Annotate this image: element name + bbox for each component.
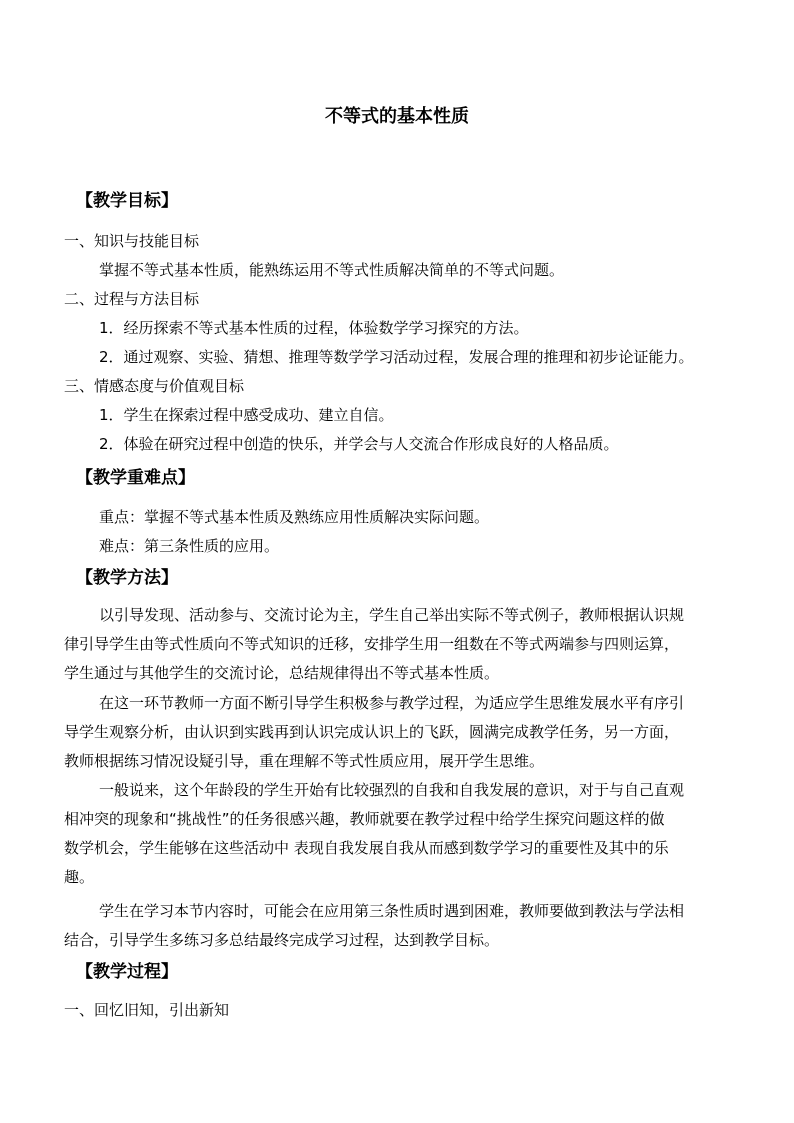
document-title: 不等式的基本性质 bbox=[325, 106, 469, 127]
section-heading-key-points: 【教学重难点】 bbox=[76, 468, 195, 488]
process-item-1: 一、回忆旧知，引出新知 bbox=[64, 1001, 230, 1019]
section-heading-process: 【教学过程】 bbox=[76, 962, 178, 982]
section-heading-objectives: 【教学目标】 bbox=[76, 191, 178, 211]
objective-1-title: 一、知识与技能目标 bbox=[64, 232, 200, 250]
objective-1-text: 掌握不等式基本性质，能熟练运用不等式性质解决简单的不等式问题。 bbox=[99, 261, 565, 279]
methods-paragraph-line: 学生通过与其他学生的交流讨论，总结规律得出不等式基本性质。 bbox=[64, 664, 500, 682]
key-point-line: 重点：掌握不等式基本性质及熟练应用性质解决实际问题。 bbox=[99, 508, 490, 526]
methods-paragraph-line: 导学生观察分析，由认识到实践再到认识完成认识上的飞跃，圆满完成教学任务，另一方面， bbox=[64, 723, 680, 741]
objective-2-title: 二、过程与方法目标 bbox=[64, 290, 200, 308]
objective-2-point-2: 2．通过观察、实验、猜想、推理等数学学习活动过程，发展合理的推理和初步论证能力。 bbox=[99, 348, 694, 366]
methods-paragraph-line: 在这一环节教师一方面不断引导学生积极参与教学过程，为适应学生思维发展水平有序引 bbox=[99, 694, 685, 712]
difficulty-line: 难点：第三条性质的应用。 bbox=[99, 537, 280, 555]
methods-paragraph-line: 一般说来，这个年龄段的学生开始有比较强烈的自我和自我发展的意识，对于与自己直观 bbox=[99, 781, 685, 799]
methods-paragraph-line: 学生在学习本节内容时，可能会在应用第三条性质时遇到困难，教师要做到教法与学法相 bbox=[99, 902, 685, 920]
methods-paragraph-line: 结合，引导学生多练习多总结最终完成学习过程，达到教学目标。 bbox=[64, 931, 500, 949]
methods-paragraph-line: 数学机会，学生能够在这些活动中 表现自我发展自我从而感到数学学习的重要性及其中的乐 bbox=[64, 839, 669, 857]
methods-paragraph-line: 教师根据练习情况设疑引导，重在理解不等式性质应用，展开学生思维。 bbox=[64, 752, 545, 770]
methods-paragraph-line: 相冲突的现象和“挑战性”的任务很感兴趣，教师就要在教学过程中给学生探究问题这样的做 bbox=[64, 810, 665, 828]
objective-3-point-2: 2．体验在研究过程中创造的快乐，并学会与人交流合作形成良好的人格品质。 bbox=[99, 435, 619, 453]
methods-paragraph-line: 趣。 bbox=[64, 868, 95, 886]
objective-3-title: 三、情感态度与价值观目标 bbox=[64, 377, 245, 395]
methods-paragraph-line: 律引导学生由等式性质向不等式知识的迁移，安排学生用一组数在不等式两端参与四则运算， bbox=[64, 635, 680, 653]
section-heading-methods: 【教学方法】 bbox=[76, 568, 178, 588]
objective-3-point-1: 1．学生在探索过程中感受成功、建立自信。 bbox=[99, 406, 394, 424]
objective-2-point-1: 1．经历探索不等式基本性质的过程，体验数学学习探究的方法。 bbox=[99, 319, 529, 337]
methods-paragraph-line: 以引导发现、活动参与、交流讨论为主，学生自己举出实际不等式例子，教师根据认识规 bbox=[99, 606, 685, 624]
